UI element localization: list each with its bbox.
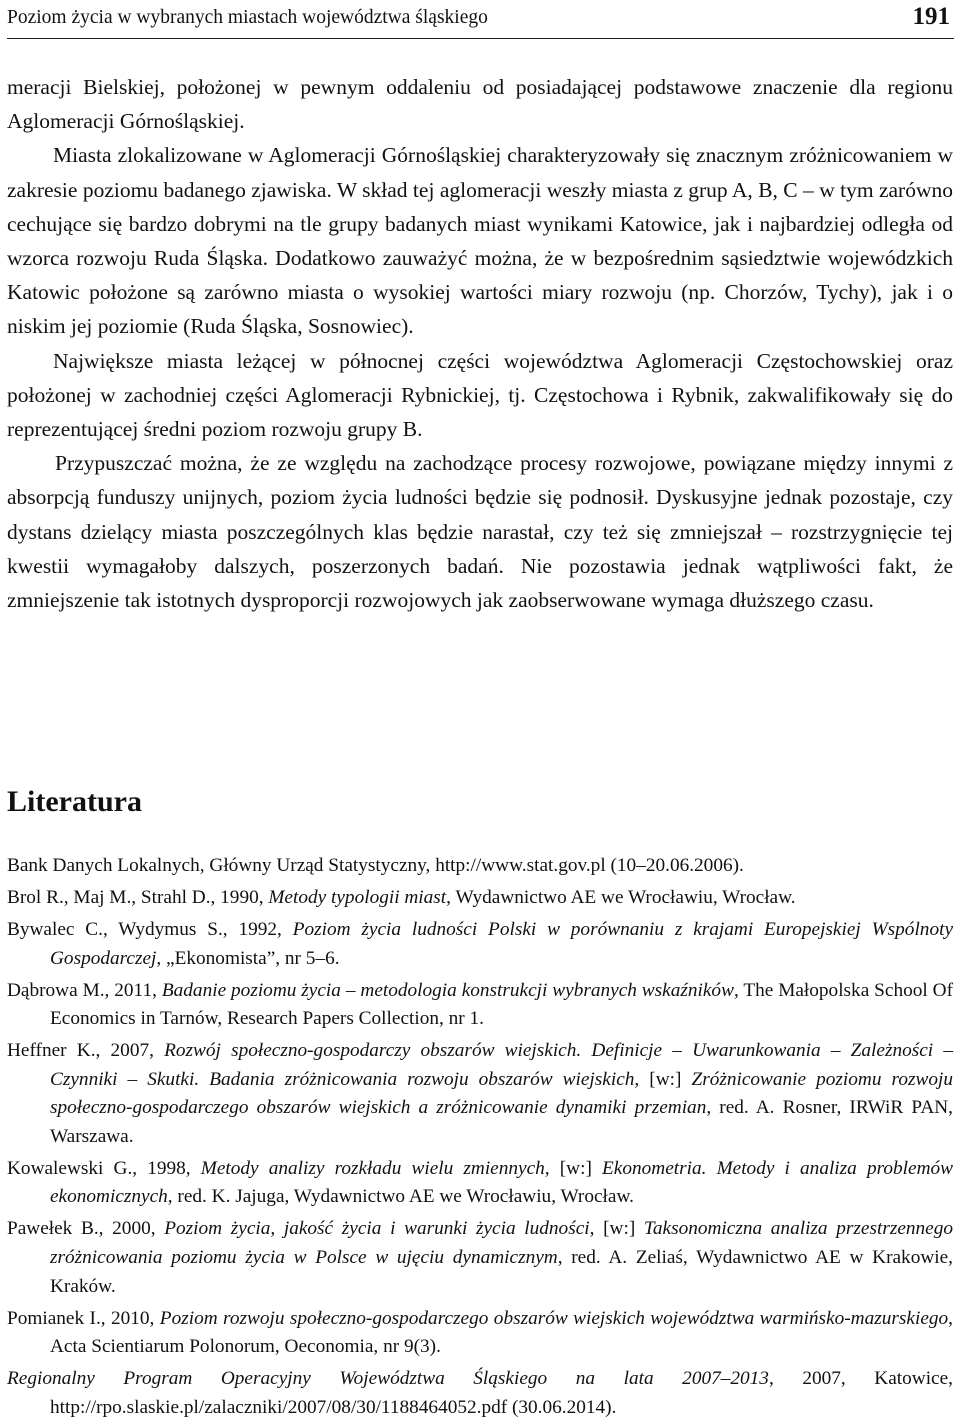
- page-number: 191: [912, 3, 950, 30]
- paragraph-gornoslaska: Miasta zlokalizowane w Aglomeracji Górnośląskiej charakteryzowały się znacznym zróżnicowaniem w zakresie poziomu badanego zjawiska. W skład tej aglomeracji weszły miasta z grup A, B, C – w tym zarówno cechujące się bardzo dobrymi na tle grupy badanych miast wynikami Katowice, jak i najbardziej odległa od wzorca rozwoju Ruda Śląska. Dodatkowo zauważyć można, że w bezpośrednim sąsiedztwie wojewódzkich Katowic położone są zarówno miasta o wysokiej wartości miary rozwoju (np. Chorzów, Tychy), jak i o niskim jej poziomie (Ruda Śląska, Sosnowiec).: [7, 143, 953, 339]
- reference-item: Dąbrowa M., 2011, Badanie poziomu życia – metodologia konstrukcji wybranych wskaźników, The Małopolska School Of Economics in Tarnów, Research Papers Collection, nr 1.: [7, 979, 953, 1030]
- reference-item: Kowalewski G., 1998, Metody analizy rozkładu wielu zmiennych, [w:] Ekonometria. Metody i analiza problemów ekonomicznych, red. K. Jajuga, Wydawnictwo AE we Wrocławiu, Wrocław.: [7, 1157, 954, 1208]
- paragraph-czestochowa-rybnik: Największe miasta leżącej w północnej części województwa Aglomeracji Częstochowskiej oraz położonej w zachodniej części Aglomeracji Rybnickiej, tj. Częstochowa i Rybnik, zakwalifikowały się do reprezentującej średni poziom rozwoju grupy B.: [7, 348, 953, 442]
- page-header: [7, 0, 954, 39]
- reference-item: Pawełek B., 2000, Poziom życia, jakość życia i warunki życia ludności, [w:] Taksonomiczna analiza przestrzennego zróżnicowania poziomu życia w Polsce w ujęciu dynamicznym, red. A. Zeliaś, Wydawnictwo AE w Krakowie, Kraków.: [7, 1218, 953, 1297]
- paragraph-conclusion: Przypuszczać można, że ze względu na zachodzące procesy rozwojowe, powiązane między innymi z absorpcją funduszy unijnych, poziom życia ludności będzie się podnosił. Dyskusyjne jednak pozostaje, czy dystans dzielący miasta poszczególnych klas będzie narastał, czy też się zmniejszał – rozstrzygnięcie tej kwestii wymagałoby dalszych, poszerzonych badań. Nie pozostawia jednak wątpliwości fakt, że zmniejszenie tak istotnych dysproporcji rozwojowych jak zaobserwowane wymaga dłuższego czasu.: [7, 451, 953, 613]
- reference-item: Pomianek I., 2010, Poziom rozwoju społeczno-gospodarczego obszarów wiejskich województwa warmińsko-mazurskiego, Acta Scientiarum Polonorum, Oeconomia, nr 9(3).: [7, 1307, 953, 1358]
- reference-item: Bank Danych Lokalnych, Główny Urząd Statystyczny, http://www.stat.gov.pl (10–20.06.2006).: [7, 855, 744, 876]
- section-title: Literatura: [7, 785, 142, 818]
- paragraph-continuation: meracji Bielskiej, położonej w pewnym oddaleniu od posiadającej podstawowe znaczenie dla regionu Aglomeracji Górnośląskiej.: [7, 75, 953, 134]
- reference-item: Bywalec C., Wydymus S., 1992, Poziom życia ludności Polski w porównaniu z krajami Europejskiej Wspólnoty Gospodarczej, „Ekonomista”, nr 5–6.: [7, 918, 954, 969]
- reference-item: Regionalny Program Operacyjny Województwa Śląskiego na lata 2007–2013, 2007, Katowice, http://rpo.slaskie.pl/zalaczniki/2007/08/30/1188464052.pdf (30.06.2014).: [7, 1368, 953, 1418]
- reference-list: [7, 852, 953, 1426]
- reference-item: Heffner K., 2007, Rozwój społeczno-gospodarczy obszarów wiejskich. Definicje – Uwarunkowania – Zależności – Czynniki – Skutki. Badania zróżnicowania rozwoju obszarów wiejskich, [w:] Zróżnicowanie poziomu rozwoju społeczno-gospodarczego obszarów wiejskich a zróżnicowanie dynamiki przemian, red. A. Rosner, IRWiR PAN, Warszawa.: [7, 1040, 953, 1147]
- body-text: [7, 70, 953, 617]
- reference-item: Brol R., Maj M., Strahl D., 1990, Metody typologii miast, Wydawnictwo AE we Wrocławiu, Wrocław.: [7, 886, 796, 908]
- running-title: Poziom życia w wybranych miastach województwa śląskiego: [7, 7, 488, 28]
